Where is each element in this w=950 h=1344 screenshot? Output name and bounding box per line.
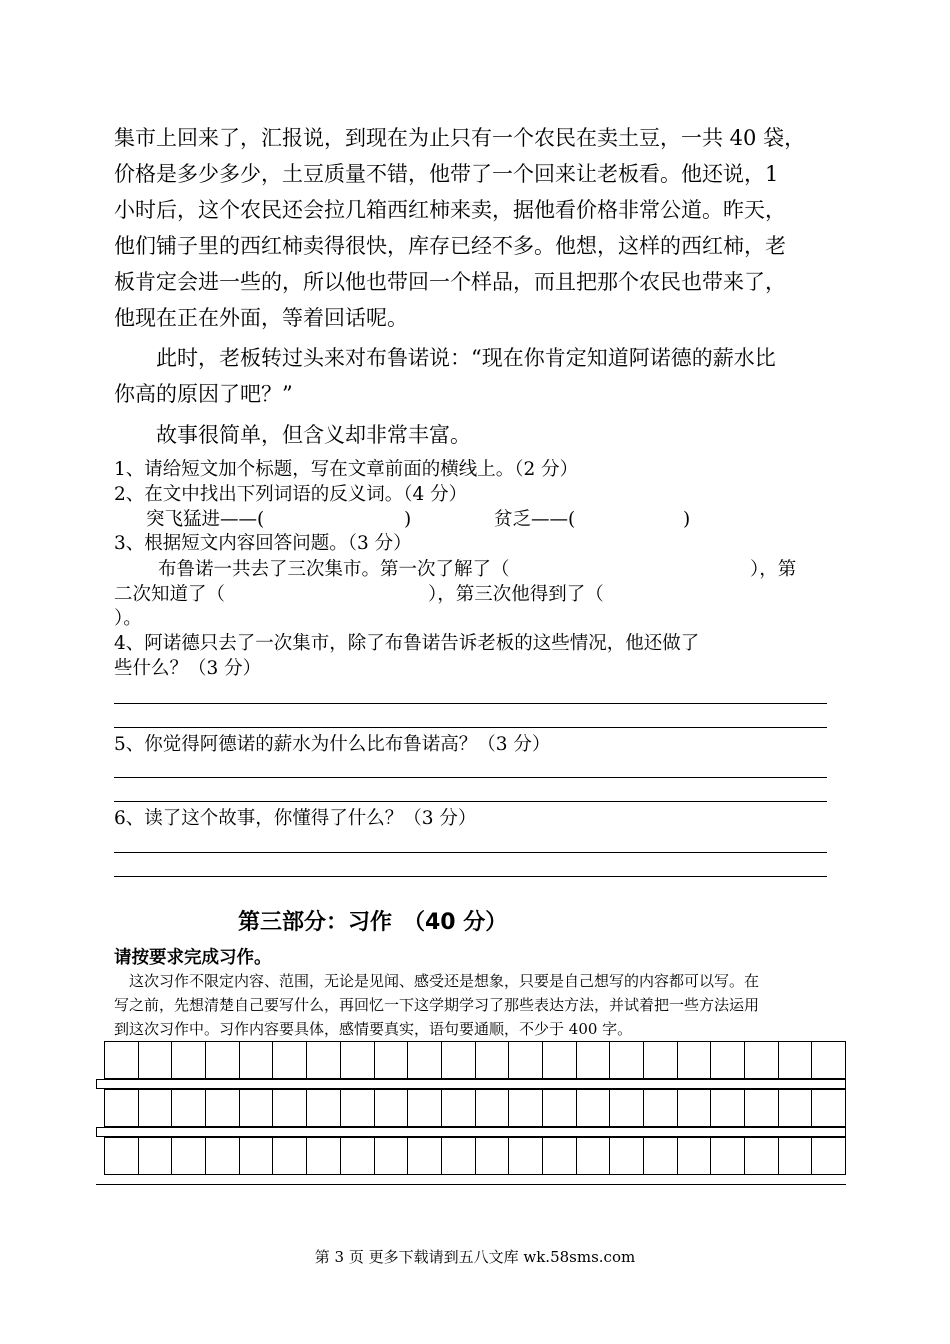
story-line-4: 他们铺子里的西红柿卖得很快，库存已经不多。他想，这样的西红柿，老 <box>114 234 786 258</box>
story-line-9: 故事很简单，但含义却非常丰富。 <box>114 423 471 447</box>
answer-line-q5-2[interactable] <box>114 801 827 802</box>
question-2-item-a-close: ) <box>404 509 412 530</box>
answer-line-q4-2[interactable] <box>114 727 827 728</box>
instruction-line-2: 写之前，先想清楚自己要写什么，再回忆一下这学期学习了那些表达方法，并试着把一些方法运用 <box>114 996 760 1014</box>
question-3-line-2-mid: ），第三次他得到了（ <box>428 584 604 605</box>
answer-line-q4-1[interactable] <box>114 703 827 704</box>
question-4-line-1: 4、阿诺德只去了一次集市，除了布鲁诺告诉老板的这些情况，他还做了 <box>114 633 700 654</box>
question-3-line-3: ）。 <box>114 608 142 629</box>
grid-spacer-1 <box>96 1079 846 1089</box>
question-2: 2、在文中找出下列词语的反义词。（4 分） <box>114 484 468 505</box>
question-3-line-1-end: ），第 <box>750 559 797 580</box>
page-footer: 第 3 页 更多下载请到五八文库 wk.58sms.com <box>314 1248 636 1266</box>
grid-row-1[interactable] <box>104 1041 846 1079</box>
grid-spacer-2 <box>96 1127 846 1137</box>
question-2-item-b: 贫乏——( <box>494 509 576 530</box>
question-6: 6、读了这个故事，你懂得了什么？（3 分） <box>114 808 477 829</box>
story-line-5: 板肯定会进一些的，所以他也带回一个样品，而且把那个农民也带来了， <box>114 270 786 294</box>
instruction-line-1: 这次习作不限定内容、范围，无论是见闻、感受还是想象，只要是自己想写的内容都可以写。在 <box>114 972 760 990</box>
answer-line-q6-2[interactable] <box>114 876 827 877</box>
question-4-line-2: 些什么？（3 分） <box>114 658 262 679</box>
grid-row-2[interactable] <box>104 1089 846 1127</box>
answer-line-q5-1[interactable] <box>114 777 827 778</box>
question-2-item-b-close: ) <box>683 509 691 530</box>
story-line-3: 小时后，这个农民还会拉几箱西红柿来卖，据他看价格非常公道。昨天， <box>114 198 786 222</box>
question-2-item-a: 突飞猛进——( <box>146 509 265 530</box>
answer-line-q6-1[interactable] <box>114 852 827 853</box>
question-1: 1、请给短文加个标题，写在文章前面的横线上。（2 分） <box>114 459 579 480</box>
question-3-line-2: 二次知道了（ <box>114 584 226 605</box>
instruction-line-3: 到这次习作中。习作内容要具体，感情要真实，语句要通顺，不少于 400 字。 <box>114 1020 633 1038</box>
question-3: 3、根据短文内容回答问题。（3 分） <box>114 533 412 554</box>
story-line-1: 集市上回来了，汇报说，到现在为止只有一个农民在卖土豆，一共 40 袋， <box>114 126 806 150</box>
section-subtitle: 请按要求完成习作。 <box>114 948 272 968</box>
story-line-8: 你高的原因了吧？” <box>114 382 293 406</box>
story-line-7: 此时，老板转过头来对布鲁诺说：“现在你肯定知道阿诺德的薪水比 <box>114 346 776 370</box>
section-title: 第三部分：习作 （40 分） <box>238 910 508 935</box>
story-line-2: 价格是多少多少，土豆质量不错，他带了一个回来让老板看。他还说，1 <box>114 162 779 186</box>
story-line-6: 他现在正在外面，等着回话呢。 <box>114 306 408 330</box>
question-5: 5、你觉得阿德诺的薪水为什么比布鲁诺高？（3 分） <box>114 734 551 755</box>
question-3-line-1: 布鲁诺一共去了三次集市。第一次了解了（ <box>158 559 510 580</box>
grid-bottom-border <box>96 1184 846 1185</box>
grid-row-3[interactable] <box>104 1137 846 1175</box>
